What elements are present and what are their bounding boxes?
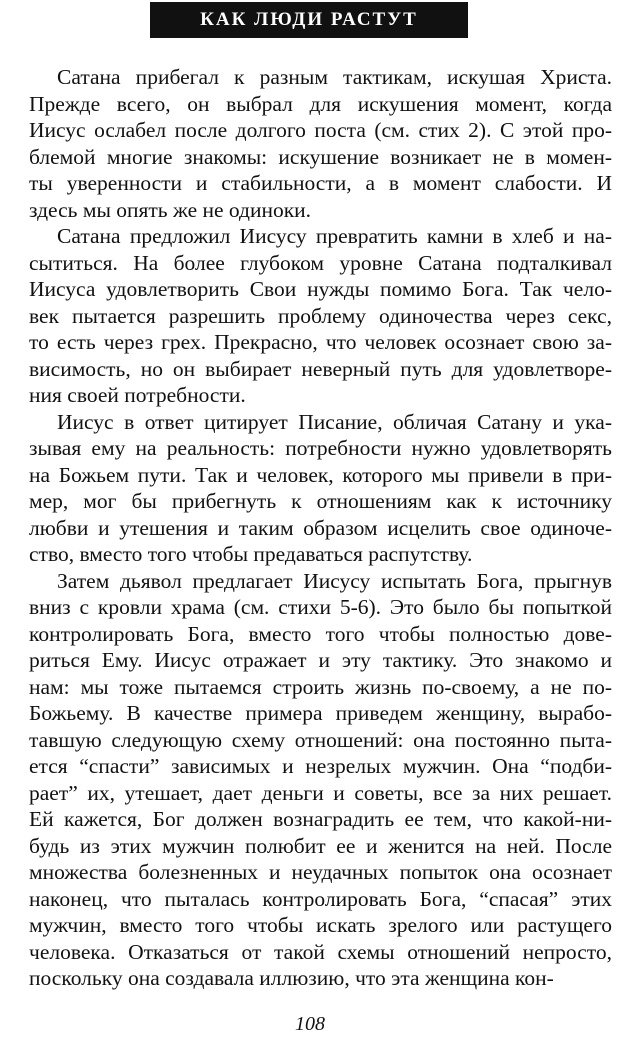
- text-line: тавшую следующую схему отношений: она постоянно пыта-: [29, 727, 612, 752]
- text-line: блемой многие знакомы: искушение возникает не в момен-: [29, 144, 612, 169]
- text-line: сытиться. На более глубоком уровне Сатана подталкивал: [29, 250, 612, 275]
- running-header: [150, 2, 468, 38]
- paragraph: [0, 223, 620, 409]
- text-line: Иисус в ответ цитирует Писание, обличая Сатану и ука-: [57, 409, 612, 434]
- text-line: на Божьем пути. Так и человек, которого мы привели в при-: [29, 462, 612, 487]
- text-line: будь из этих мужчин полюбит ее и женится на ней. После: [29, 833, 612, 858]
- text-line: нам: мы тоже пытаемся строить жизнь по-своему, а не по-: [29, 674, 612, 699]
- text-line: Ей кажется, Бог должен вознаградить ее тем, что какой-ни-: [29, 807, 612, 831]
- text-line: ство, вместо того чтобы предаваться распутству.: [29, 542, 473, 566]
- text-line: здесь мы опять же не одиноки.: [29, 197, 312, 222]
- text-line: век пытается разрешить проблему одиночества через секс,: [29, 303, 612, 328]
- text-line: мужчин, вместо того чтобы искать зрелого или растущего: [29, 913, 612, 937]
- text-line: Затем дьявол предлагает Иисусу испытать Бога, прыгнув: [57, 568, 612, 593]
- text-line: контролировать Бога, вместо того чтобы полностью дове-: [29, 621, 612, 646]
- text-line: ется “спасти” зависимых и незрелых мужчин. Она “подби-: [29, 754, 612, 778]
- text-line: Иисуса удовлетворить Свои нужды помимо Бога. Так чело-: [29, 277, 612, 301]
- text-line: то есть через грех. Прекрасно, что человек осознает свою за-: [29, 330, 612, 354]
- text-line: ты уверенности и стабильности, а в момент слабости. И: [29, 171, 612, 195]
- text-line: любви и утешения и таким образом исцелить свое одиноче-: [29, 515, 612, 540]
- text-line: мер, мог бы прибегнуть к отношениям как к источнику: [29, 489, 612, 513]
- text-line: человека. Отказаться от такой схемы отношений непросто,: [29, 939, 612, 964]
- text-line: Сатана прибегал к разным тактикам, искушая Христа.: [57, 65, 612, 89]
- running-header-title: КАК ЛЮДИ РАСТУТ: [200, 9, 418, 30]
- paragraph: [0, 568, 620, 992]
- text-line: зывая ему на реальность: потребности нужно удовлетворять: [29, 436, 612, 460]
- text-line: Прежде всего, он выбрал для искушения момент, когда: [29, 91, 612, 116]
- text-line: поскольку она создавала иллюзию, что эта женщина кон-: [29, 966, 554, 990]
- page-body-text: [0, 64, 620, 992]
- text-line: ния своей потребности.: [29, 383, 246, 407]
- text-line: наконец, что пыталась контролировать Бога, “спасая” этих: [29, 886, 612, 911]
- text-line: рает” их, утешает, дает деньги и советы, все за них решает.: [29, 780, 612, 805]
- text-line: вниз с кровли храма (см. стихи 5-6). Это было бы попыткой: [29, 595, 612, 619]
- text-line: множества болезненных и неудачных попыток она осознает: [29, 860, 612, 884]
- text-line: риться Ему. Иисус отражает и эту тактику. Это знакомо и: [29, 648, 612, 672]
- text-line: Сатана предложил Иисусу превратить камни в хлеб и на-: [57, 224, 612, 248]
- page-number: 108: [295, 1013, 325, 1035]
- text-line: висимость, но он выбирает неверный путь для удовлетворе-: [29, 356, 612, 381]
- paragraph: [0, 64, 620, 223]
- text-line: Иисус ослабел после долгого поста (см. стих 2). С этой про-: [29, 118, 612, 142]
- text-line: Божьему. В качестве примера приведем женщину, вырабо-: [29, 701, 612, 725]
- paragraph: [0, 409, 620, 568]
